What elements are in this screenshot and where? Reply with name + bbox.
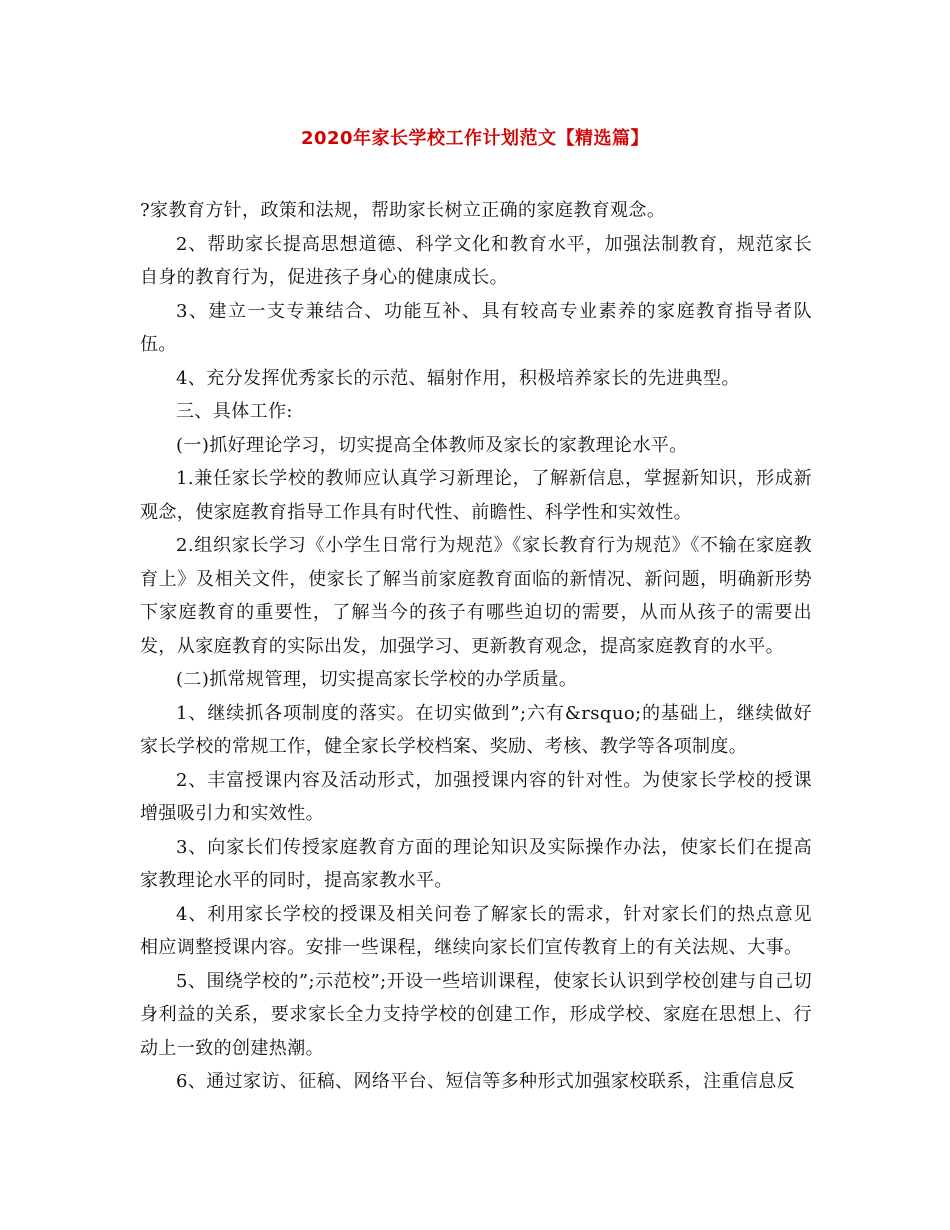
document-title: 2020年家长学校工作计划范文【精选篇】 bbox=[300, 128, 650, 149]
paragraph-theory-2: 2.组织家长学习《小学生日常行为规范》《家长教育行为规范》《不输在家庭教育上》及相关文件，使家长了解当前家庭教育面临的新情况、新问题，明确新形势下家庭教育的重要性，了解当今的孩子有哪些迫切的需要，从而从孩子的需要出发，从家庭教育的实际出发，加强学习、更新教育观念，提高家庭教育的水平。 bbox=[140, 535, 812, 657]
section-heading-specific-work: 三、具体工作: bbox=[176, 401, 293, 422]
paragraph-routine-2: 2、丰富授课内容及活动形式，加强授课内容的针对性。为使家长学校的授课增强吸引力和实效性。 bbox=[140, 769, 812, 824]
paragraph-goal-4: 4、充分发挥优秀家长的示范、辐射作用，积极培养家长的先进典型。 bbox=[176, 367, 740, 389]
paragraph-theory-1: 1.兼任家长学校的教师应认真学习新理论，了解新信息，掌握新知识，形成新观念，使家庭教育指导工作具有时代性、前瞻性、科学性和实效性。 bbox=[140, 468, 812, 523]
paragraph-routine-4: 4、利用家长学校的授课及相关问卷了解家长的需求，针对家长们的热点意见相应调整授课内容。安排一些课程，继续向家长们宣传教育上的有关法规、大事。 bbox=[140, 903, 812, 958]
subsection-heading-theory-study: (一)抓好理论学习，切实提高全体教师及家长的家教理论水平。 bbox=[176, 434, 688, 456]
paragraph-goal-2: 2、帮助家长提高思想道德、科学文化和教育水平，加强法制教育，规范家长自身的教育行为，促进孩子身心的健康成长。 bbox=[140, 233, 812, 288]
document-body bbox=[140, 194, 812, 1099]
paragraph-routine-6: 6、通过家访、征稿、网络平台、短信等多种形式加强家校联系，注重信息反 bbox=[176, 1071, 796, 1092]
subsection-heading-routine-management: (二)抓常规管理，切实提高家长学校的办学质量。 bbox=[176, 669, 578, 690]
paragraph-continuation: ?家教育方针，政策和法规，帮助家长树立正确的家庭教育观念。 bbox=[140, 200, 666, 221]
paragraph-routine-5: 5、围绕学校的”;示范校”;开设一些培训课程，使家长认识到学校创建与自己切身利益的关系，要求家长全力支持学校的创建工作，形成学校、家庭在思想上、行动上一致的创建热潮。 bbox=[140, 970, 812, 1059]
paragraph-routine-3: 3、向家长们传授家庭教育方面的理论知识及实际操作办法，使家长们在提高家教理论水平的同时，提高家教水平。 bbox=[140, 836, 812, 891]
paragraph-goal-3: 3、建立一支专兼结合、功能互补、具有较高专业素养的家庭教育指导者队伍。 bbox=[140, 300, 812, 355]
paragraph-routine-1: 1、继续抓各项制度的落实。在切实做到”;六有&rsquo;的基础上，继续做好家长学校的常规工作，健全家长学校档案、奖励、考核、教学等各项制度。 bbox=[140, 702, 812, 757]
